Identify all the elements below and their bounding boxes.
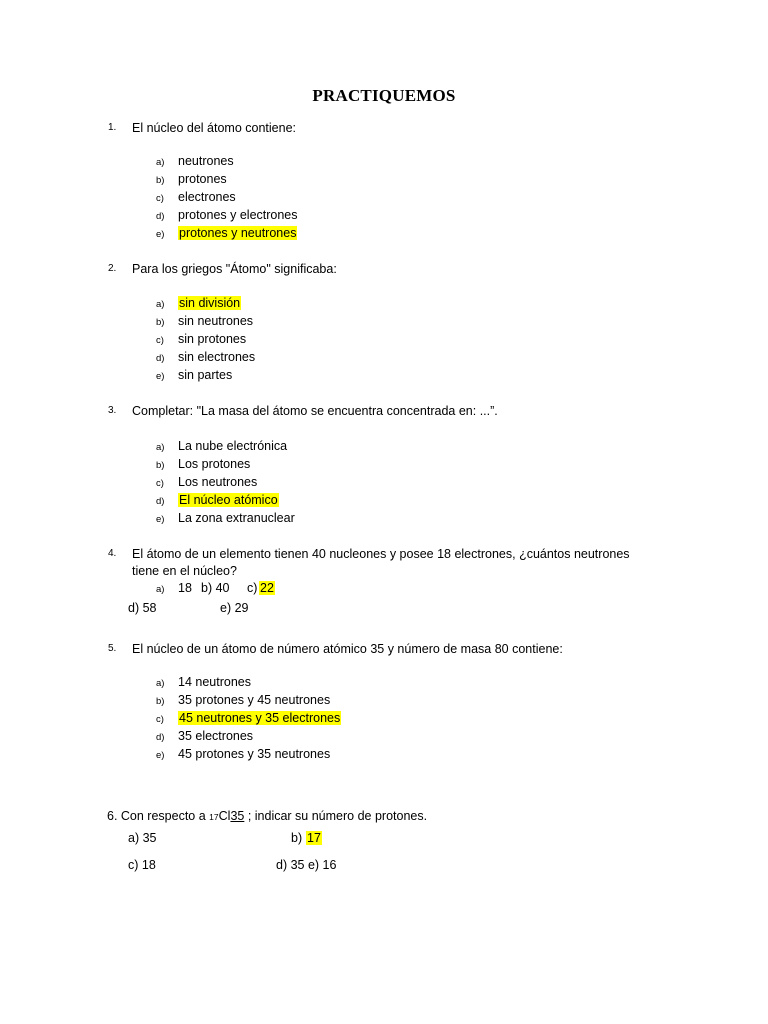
q2-text: Para los griegos "Átomo" significaba: — [132, 262, 337, 276]
q3-option-e-letter: e) — [156, 514, 165, 525]
q6-option-a: a) 35 — [128, 831, 157, 845]
q2-option-d-letter: d) — [156, 353, 165, 364]
q1-option-a: neutrones — [178, 154, 234, 168]
q2-option-d: sin electrones — [178, 350, 256, 364]
q3-option-c: Los neutrones — [178, 475, 258, 489]
q3-option-d-letter: d) — [156, 496, 165, 507]
q2-option-c: sin protones — [178, 332, 247, 346]
q4-text-line1: El átomo de un elemento tienen 40 nucleones y posee 18 electrones, ¿cuántos neutrones — [132, 547, 630, 561]
q6-option-b-answer: 17 — [307, 831, 321, 845]
q5-option-b-letter: b) — [156, 696, 165, 707]
q5-option-c-letter: c) — [156, 714, 164, 725]
q6-option-d-e: d) 35 e) 16 — [276, 858, 337, 872]
q4-option-d: d) 58 — [128, 601, 157, 615]
q6-mass-number: 35 — [230, 809, 245, 823]
q6-prefix: 6. Con respecto a — [107, 809, 210, 823]
q5-option-d-letter: d) — [156, 732, 165, 743]
q5-option-a: 14 neutrones — [178, 675, 251, 689]
q2-option-b: sin neutrones — [178, 314, 254, 328]
q6-option-c: c) 18 — [128, 858, 156, 872]
q4-text-line2: tiene en el núcleo? — [132, 564, 237, 578]
q3-option-d-answer: El núcleo atómico — [179, 493, 278, 507]
q2-option-a-answer: sin división — [179, 296, 241, 310]
q1-option-d: protones y electrones — [178, 208, 298, 222]
q6-option-b-letter: b) — [291, 831, 303, 845]
q3-option-a: La nube electrónica — [178, 439, 288, 453]
q5-option-b: 35 protones y 45 neutrones — [178, 693, 331, 707]
q4-option-b: b) 40 — [201, 581, 230, 595]
q1-option-a-letter: a) — [156, 157, 165, 168]
q3-text: Completar: "La masa del átomo se encuentra concentrada en: ...”. — [132, 404, 498, 418]
q4-option-a: 18 — [178, 581, 192, 595]
q5-option-e: 45 protones y 35 neutrones — [178, 747, 331, 761]
q5-option-a-letter: a) — [156, 678, 165, 689]
q3-option-b: Los protones — [178, 457, 251, 471]
q2-option-e-letter: e) — [156, 371, 165, 382]
q2-option-e: sin partes — [178, 368, 233, 382]
q2-option-b-letter: b) — [156, 317, 165, 328]
q1-text: El núcleo del átomo contiene: — [132, 121, 296, 135]
q5-number: 5. — [108, 643, 117, 654]
q2-option-c-letter: c) — [156, 335, 164, 346]
q2-option-a-letter: a) — [156, 299, 165, 310]
q3-option-e: La zona extranuclear — [178, 511, 295, 525]
q6-suffix: ; indicar su número de protones. — [244, 809, 428, 823]
q5-option-c-answer: 45 neutrones y 35 electrones — [179, 711, 341, 725]
q4-option-e: e) 29 — [220, 601, 249, 615]
q6-atomic-number: 17 — [209, 812, 219, 822]
q4-option-c-letter: c) — [247, 581, 258, 595]
q4-option-a-letter: a) — [156, 584, 165, 595]
q5-option-d: 35 electrones — [178, 729, 254, 743]
q2-number: 2. — [108, 263, 117, 274]
q1-option-c-letter: c) — [156, 193, 164, 204]
q6-text — [107, 809, 427, 823]
q6-symbol: Cl — [218, 809, 231, 823]
q5-option-e-letter: e) — [156, 750, 165, 761]
q3-number: 3. — [108, 405, 117, 416]
q1-option-e-letter: e) — [156, 229, 165, 240]
q1-option-e-answer: protones y neutrones — [179, 226, 297, 240]
q5-text: El núcleo de un átomo de número atómico 35 y número de masa 80 contiene: — [132, 642, 563, 656]
q1-option-d-letter: d) — [156, 211, 165, 222]
q4-number: 4. — [108, 548, 117, 559]
q1-number: 1. — [108, 122, 117, 133]
q1-option-b-letter: b) — [156, 175, 165, 186]
q1-option-c: electrones — [178, 190, 236, 204]
q4-option-c-answer: 22 — [260, 581, 274, 595]
q1-option-b: protones — [178, 172, 227, 186]
q3-option-b-letter: b) — [156, 460, 165, 471]
q3-option-a-letter: a) — [156, 442, 165, 453]
page-title: PRACTIQUEMOS — [312, 86, 456, 105]
q3-option-c-letter: c) — [156, 478, 164, 489]
